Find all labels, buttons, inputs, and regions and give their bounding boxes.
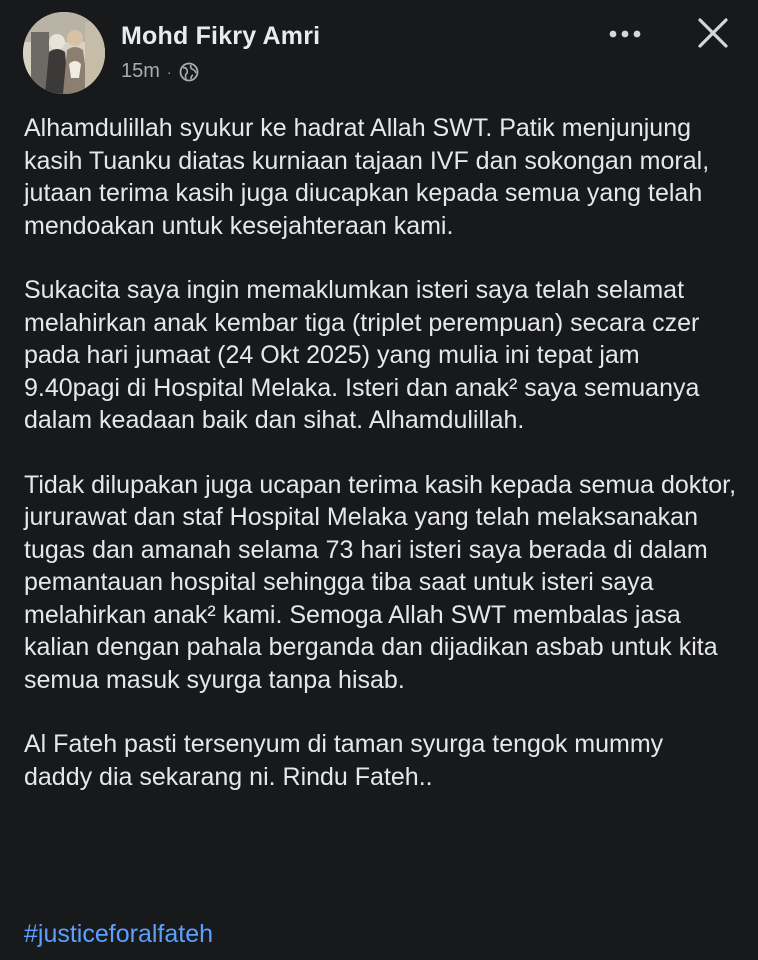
post-paragraph: Al Fateh pasti tersenyum di taman syurga tengok mummy daddy dia sekarang ni. Rindu Fateh.. bbox=[24, 730, 664, 791]
avatar-photo bbox=[23, 12, 105, 94]
more-options-button[interactable] bbox=[604, 20, 646, 48]
post-paragraph: Tidak dilupakan juga ucapan terima kasih kepada semua doktor, jururawat dan staf Hospital Melaka yang telah melaksanakan tugas dan amanah selama 73 hari isteri saya berada di dalam pemantauan hospital sehingga tiba saat untuk isteri saya melahirkan anak² kami. Semoga Allah SWT membalas jasa kalian dengan pahala berganda dan dijadikan asbab untuk kita semua masuk syurga tanpa hisab. bbox=[24, 470, 737, 694]
post-meta bbox=[121, 60, 199, 83]
avatar[interactable] bbox=[23, 12, 105, 94]
post-paragraph: Alhamdulillah syukur ke hadrat Allah SWT. Patik menjunjung kasih Tuanku diatas kurniaan tajaan IVF dan sokongan moral, jutaan terima kasih juga diucapkan kepada semua yang telah mendoakan untuk kesejahteraan kami. bbox=[24, 114, 710, 240]
post-paragraph: Sukacita saya ingin memaklumkan isteri saya telah selamat melahirkan anak kembar tiga (triplet perempuan) secara czer pada hari jumaat (24 Okt 2025) yang mulia ini tepat jam 9.40pagi di Hospital Melaka. Isteri dan anak² saya semuanya dalam keadaan baik dan sihat. Alhamdulillah. bbox=[24, 276, 700, 434]
meta-separator: · bbox=[166, 63, 172, 80]
post-header bbox=[0, 0, 758, 100]
author-name[interactable]: Mohd Fikry Amri bbox=[121, 22, 321, 50]
more-dots-icon bbox=[608, 29, 642, 39]
post-timestamp[interactable]: 15m bbox=[121, 60, 160, 82]
post-text bbox=[24, 112, 738, 825]
close-button[interactable] bbox=[692, 12, 734, 54]
globe-icon bbox=[179, 62, 199, 82]
close-icon bbox=[692, 12, 734, 54]
hashtag-link[interactable]: #justiceforalfateh bbox=[24, 920, 214, 948]
